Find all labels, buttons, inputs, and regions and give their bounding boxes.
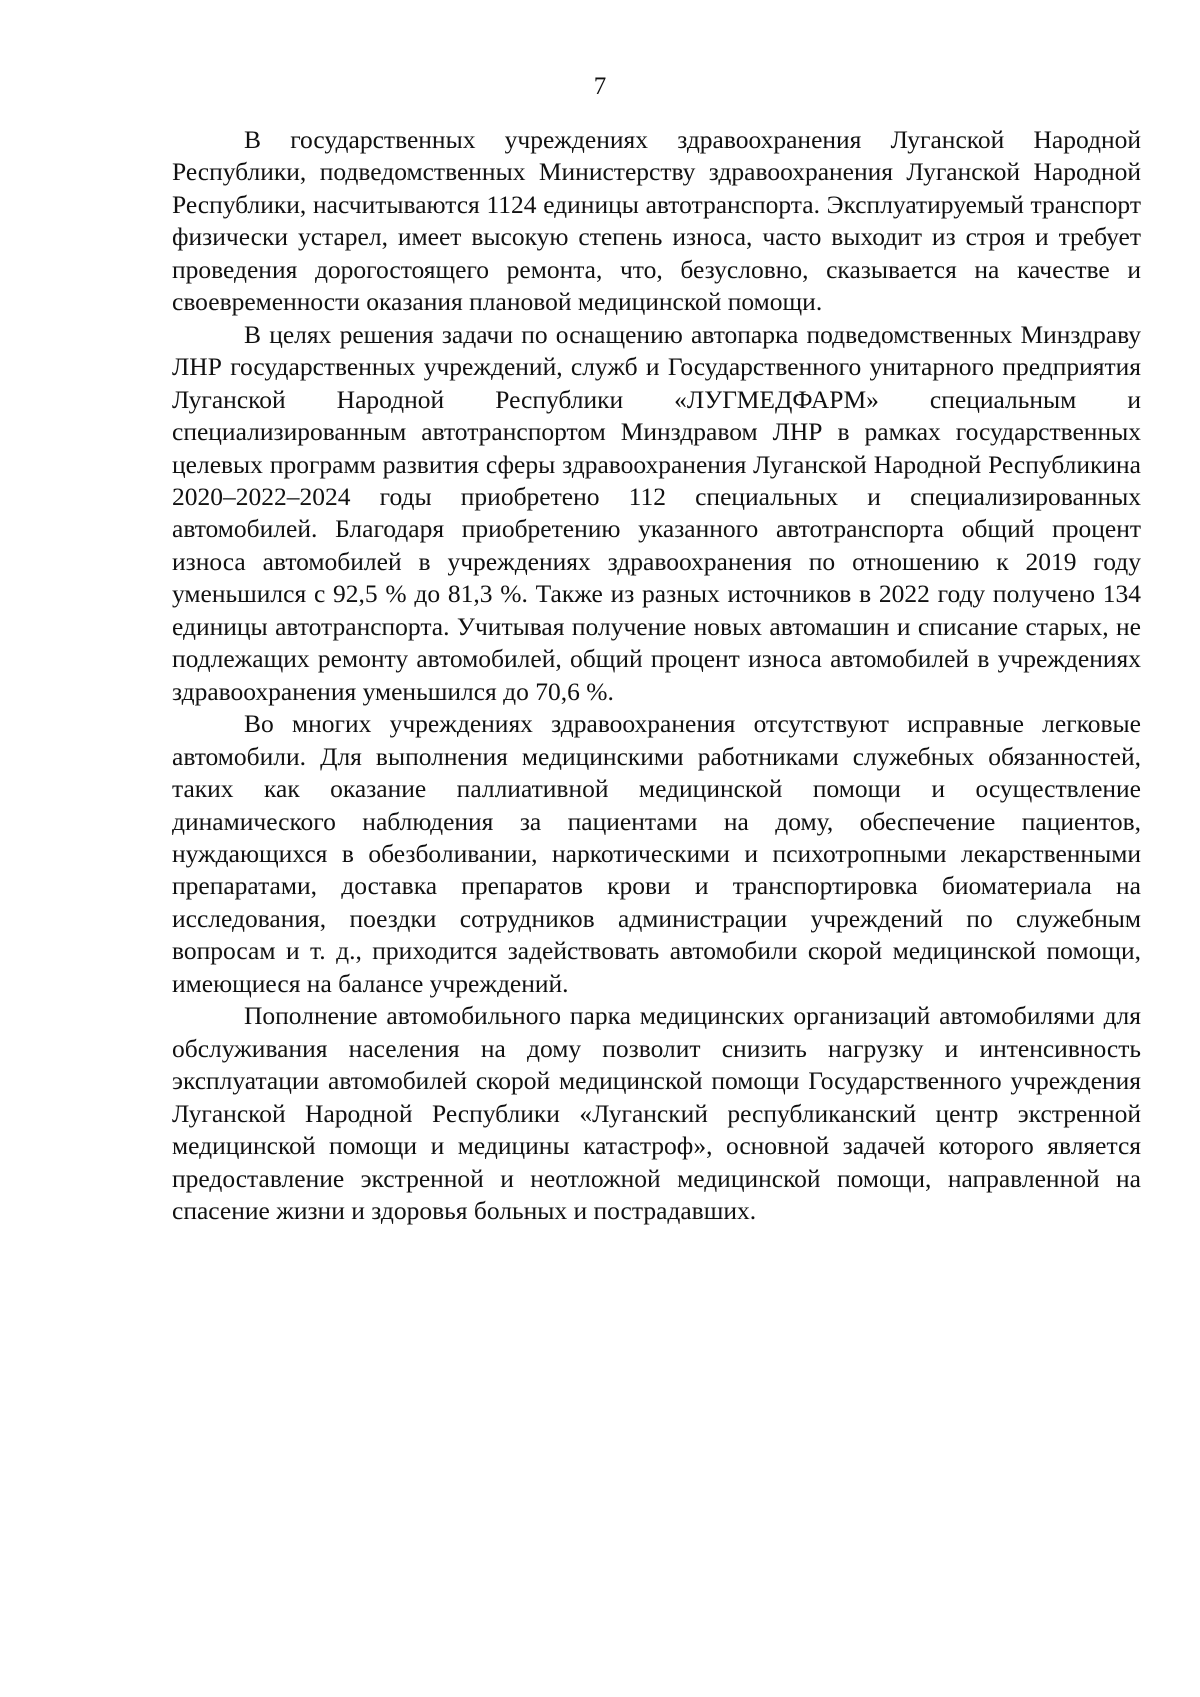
- paragraph-fleet-renewal: В целях решения задачи по оснащению автопарка подведомственных Минздраву ЛНР государственных учреждений, служб и Государственного унитарного предприятия Луганской Народной Республики «ЛУГМЕДФАРМ» специальным и специализированным автотранспортом Минздравом ЛНР в рамках государственных целевых программ развития сферы здравоохранения Луганской Народной Республикина 2020–2022–2024 годы приобретено 112 специальных и специализированных автомобилей. Благодаря приобретению указанного автотранспорта общий процент износа автомобилей в учреждениях здравоохранения по отношению к 2019 году уменьшился с 92,5 % до 81,3 %. Также из разных источников в 2022 году получено 134 единицы автотранспорта. Учитывая получение новых автомашин и списание старых, не подлежащих ремонту автомобилей, общий процент износа автомобилей в учреждениях здравоохранения уменьшился до 70,6 %.: [172, 319, 1141, 706]
- page-number: 7: [593, 73, 607, 100]
- paragraph-missing-cars: Во многих учреждениях здравоохранения отсутствуют исправные легковые автомобили. Для выполнения медицинскими работниками служебных обязанностей, таких как оказание паллиативной медицинской помощи и осуществление динамического наблюдения за пациентами на дому, обеспечение пациентов, нуждающихся в обезболивании, наркотическими и психотропными лекарственными препаратами, доставка препаратов крови и транспортировка биоматериала на исследования, поездки сотрудников администрации учреждений по служебным вопросам и т. д., приходится задействовать автомобили скорой медицинской помощи, имеющиеся на балансе учреждений.: [172, 709, 1141, 998]
- paragraph-vehicle-fleet: В государственных учреждениях здравоохранения Луганской Народной Республики, подведомственных Министерству здравоохранения Луганской Народной Республики, насчитываются 1124 единицы автотранспорта. Эксплуатируемый транспорт физически устарел, имеет высокую степень износа, часто выходит из строя и требует проведения дорогостоящего ремонта, что, безусловно, сказывается на качестве и своевременности оказания плановой медицинской помощи.: [172, 125, 1141, 317]
- document-body: [172, 124, 1141, 1227]
- paragraph-replenishment: Пополнение автомобильного парка медицинских организаций автомобилями для обслуживания населения на дому позволит снизить нагрузку и интенсивность эксплуатации автомобилей скорой медицинской помощи Государственного учреждения Луганской Народной Республики «Луганский республиканский центр экстренной медицинской помощи и медицины катастроф», основной задачей которого является предоставление экстренной и неотложной медицинской помощи, направленной на спасение жизни и здоровья больных и пострадавших.: [172, 1001, 1141, 1225]
